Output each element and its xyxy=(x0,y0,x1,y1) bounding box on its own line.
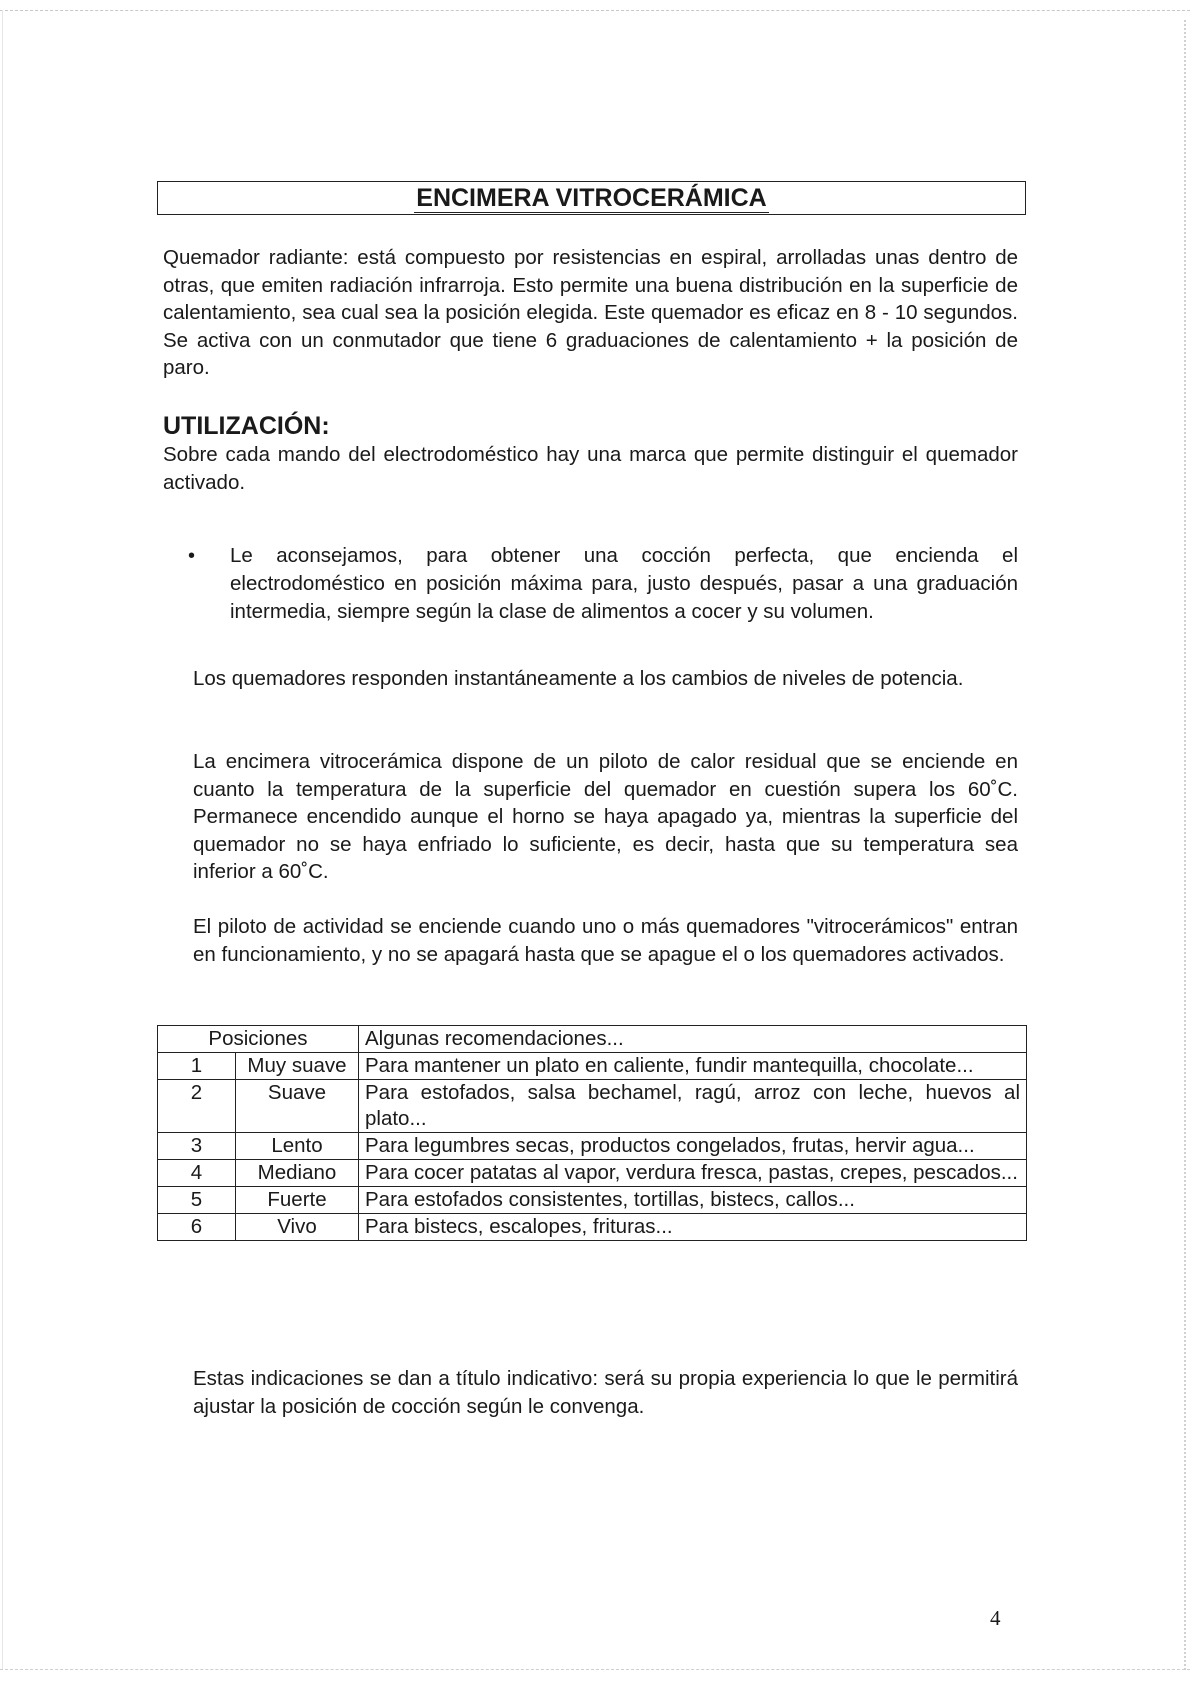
row-position-number: 2 xyxy=(158,1080,236,1133)
bullet-dot: • xyxy=(188,545,196,567)
table-row xyxy=(158,1133,1027,1160)
intro-paragraph: Quemador radiante: está compuesto por resistencias en espiral, arrolladas unas dentro de otras, que emiten radiación infrarroja. Esto permite una buena distribución en la superficie de calentamiento, sea cual sea la posición elegida. Este quemador es eficaz en 8 - 10 segundos. Se activa con un conmutador que tiene 6 graduaciones de calentamiento + la posición de paro. xyxy=(163,246,1018,379)
table-header-row xyxy=(158,1026,1027,1053)
row-position-number: 3 xyxy=(158,1133,236,1160)
table-row xyxy=(158,1053,1027,1080)
row-recommendation: Para bistecs, escalopes, frituras... xyxy=(359,1214,1027,1241)
scan-edge-top xyxy=(0,10,1190,11)
closing-paragraph: Estas indicaciones se dan a título indicativo: será su propia experiencia lo que le permitirá ajustar la posición de cocción según le convenga. xyxy=(193,1367,1018,1418)
row-position-number: 4 xyxy=(158,1160,236,1187)
usage-paragraph: Sobre cada mando del electrodoméstico hay una marca que permite distinguir el quemador activado. xyxy=(163,443,1018,494)
section-title-box xyxy=(157,181,1026,215)
row-position-name: Mediano xyxy=(236,1160,359,1187)
section-title: ENCIMERA VITROCERÁMICA xyxy=(416,184,767,212)
recommendations-table xyxy=(157,1025,1027,1241)
header-recommendations: Algunas recomendaciones... xyxy=(359,1026,1027,1053)
response-paragraph: Los quemadores responden instantáneamente a los cambios de niveles de potencia. xyxy=(193,667,964,690)
row-position-name: Suave xyxy=(236,1080,359,1133)
scan-edge-bottom xyxy=(0,1669,1190,1670)
scan-edge-left xyxy=(2,10,3,1670)
row-position-number: 1 xyxy=(158,1053,236,1080)
bullet-text: Le aconsejamos, para obtener una cocción perfecta, que encienda el electrodoméstico en posición máxima para, justo después, pasar a una graduación intermedia, siempre según la clase de alimentos a cocer y su volumen. xyxy=(230,544,1018,623)
usage-heading: UTILIZACIÓN: xyxy=(163,412,330,440)
row-recommendation: Para mantener un plato en caliente, fundir mantequilla, chocolate... xyxy=(359,1053,1027,1080)
row-position-name: Fuerte xyxy=(236,1187,359,1214)
table-row xyxy=(158,1187,1027,1214)
table-row xyxy=(158,1214,1027,1241)
row-position-name: Vivo xyxy=(236,1214,359,1241)
row-recommendation: Para estofados consistentes, tortillas, bistecs, callos... xyxy=(359,1187,1027,1214)
table-row xyxy=(158,1160,1027,1187)
page-number: 4 xyxy=(990,1606,1001,1630)
row-position-name: Muy suave xyxy=(236,1053,359,1080)
header-positions: Posiciones xyxy=(158,1026,359,1053)
row-recommendation: Para legumbres secas, productos congelados, frutas, hervir agua... xyxy=(359,1133,1027,1160)
activity-paragraph: El piloto de actividad se enciende cuando uno o más quemadores "vitrocerámicos" entran en funcionamiento, y no se apagará hasta que se apague el o los quemadores activados. xyxy=(193,915,1018,966)
table-row xyxy=(158,1080,1027,1133)
residual-heat-paragraph: La encimera vitrocerámica dispone de un piloto de calor residual que se enciende en cuanto la temperatura de la superficie del quemador en cuestión supera los 60˚C. Permanece encendido aunque el horno se haya apagado ya, mientras la superficie del quemador no se haya enfriado lo suficiente, es decir, hasta que su temperatura sea inferior a 60˚C. xyxy=(193,750,1018,883)
row-recommendation: Para estofados, salsa bechamel, ragú, arroz con leche, huevos al plato... xyxy=(359,1080,1027,1133)
scan-edge-right xyxy=(1184,20,1186,1670)
row-position-number: 6 xyxy=(158,1214,236,1241)
row-recommendation: Para cocer patatas al vapor, verdura fresca, pastas, crepes, pescados... xyxy=(359,1160,1027,1187)
row-position-number: 5 xyxy=(158,1187,236,1214)
row-position-name: Lento xyxy=(236,1133,359,1160)
